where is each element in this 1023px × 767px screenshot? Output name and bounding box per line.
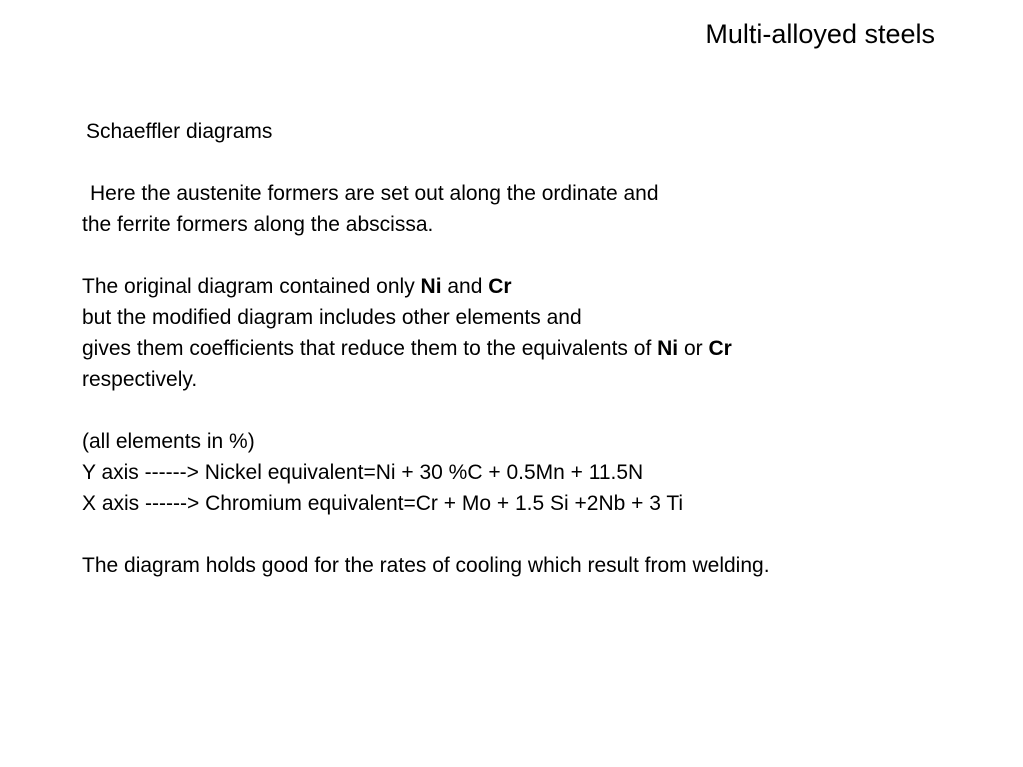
intro-line-2: the ferrite formers along the abscissa. — [82, 213, 434, 236]
section-heading: Schaeffler diagrams — [86, 120, 273, 143]
paragraph-line-2: but the modified diagram includes other elements and — [82, 306, 582, 329]
paragraph-text: The original diagram contained only — [82, 275, 421, 298]
paragraph-text: gives them coefficients that reduce them to the equivalents of — [82, 337, 658, 360]
nickel-symbol: Ni — [420, 275, 442, 298]
paragraph-line-4: respectively. — [82, 368, 198, 391]
paragraph-text: or — [678, 337, 709, 360]
x-axis-equation: X axis ------> Chromium equivalent=Cr + Mo + 1.5 Si +2Nb + 3 Ti — [82, 492, 684, 515]
intro-line-1: Here the austenite formers are set out along the ordinate and — [90, 182, 659, 205]
paragraph-line-3 — [82, 336, 732, 362]
y-axis-equation: Y axis ------> Nickel equivalent=Ni + 30 %C + 0.5Mn + 11.5N — [82, 461, 644, 484]
units-note: (all elements in %) — [82, 430, 255, 453]
chromium-symbol: Cr — [488, 275, 512, 298]
slide-title: Multi-alloyed steels — [705, 19, 935, 49]
chromium-symbol: Cr — [708, 337, 732, 360]
closing-statement: The diagram holds good for the rates of cooling which result from welding. — [82, 554, 770, 577]
paragraph-text: and — [441, 275, 489, 298]
paragraph-line-1 — [82, 274, 512, 300]
nickel-symbol: Ni — [657, 337, 679, 360]
